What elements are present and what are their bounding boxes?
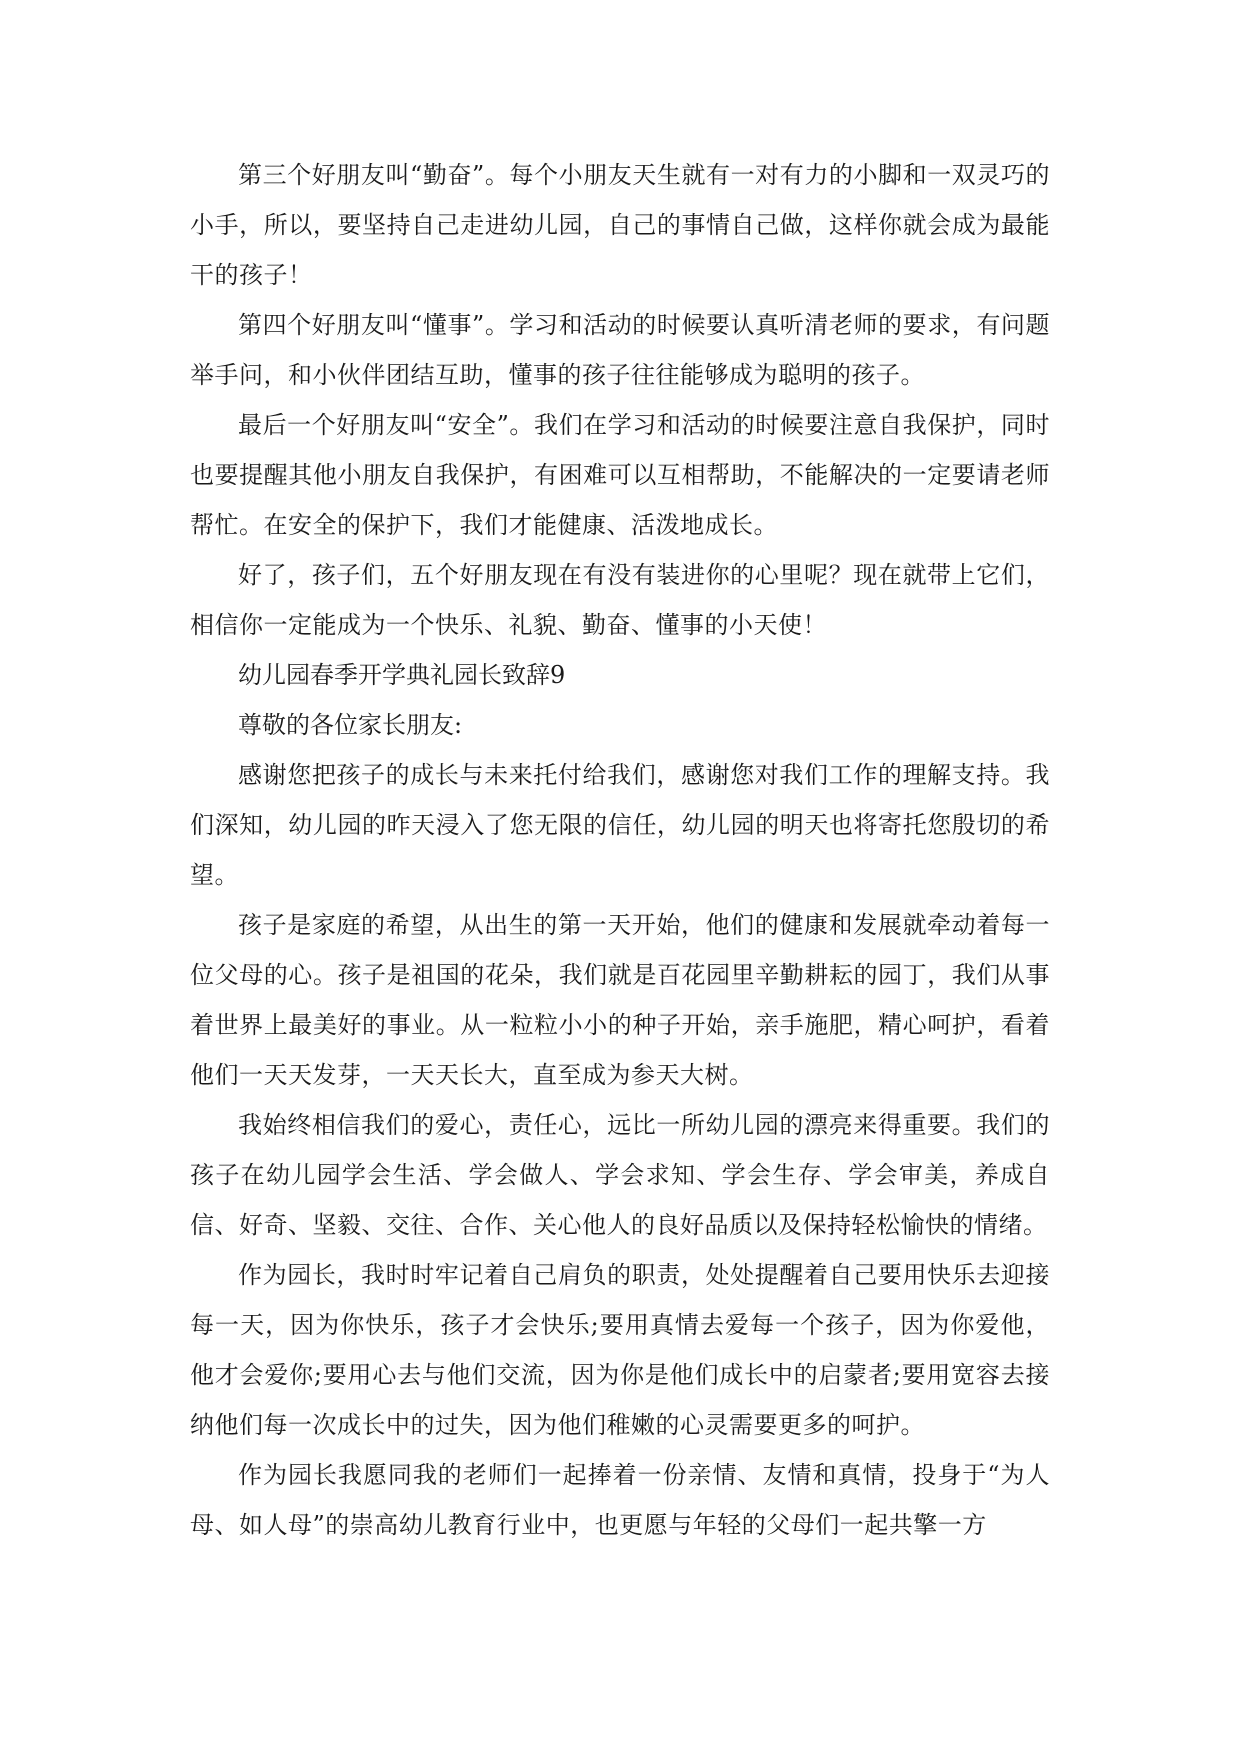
paragraph-11: 作为园长我愿同我的老师们一起捧着一份亲情、友情和真情，投身于“为人母、如人母”的崇高幼儿教育行业中，也更愿与年轻的父母们一起共擎一方 xyxy=(190,1461,1050,1539)
section-heading: 幼儿园春季开学典礼园长致辞9 xyxy=(238,661,566,689)
paragraph-8: 孩子是家庭的希望，从出生的第一天开始，他们的健康和发展就牵动着每一位父母的心。孩子是祖国的花朵，我们就是百花园里辛勤耕耘的园丁，我们从事着世界上最美好的事业。从一粒粒小小的种子开始，亲手施肥，精心呵护，看着他们一天天发芽，一天天长大，直至成为参天大树。 xyxy=(190,911,1050,1089)
paragraph-2: 第四个好朋友叫“懂事”。学习和活动的时候要认真听清老师的要求，有问题举手问，和小伙伴团结互助，懂事的孩子往往能够成为聪明的孩子。 xyxy=(190,311,1050,389)
paragraph-10: 作为园长，我时时牢记着自己肩负的职责，处处提醒着自己要用快乐去迎接每一天，因为你快乐，孩子才会快乐;要用真情去爱每一个孩子，因为你爱他，他才会爱你;要用心去与他们交流，因为你是他们成长中的启蒙者;要用宽容去接纳他们每一次成长中的过失，因为他们稚嫩的心灵需要更多的呵护。 xyxy=(190,1261,1050,1439)
paragraph-7: 感谢您把孩子的成长与未来托付给我们，感谢您对我们工作的理解支持。我们深知，幼儿园的昨天浸入了您无限的信任，幼儿园的明天也将寄托您殷切的希望。 xyxy=(190,761,1050,889)
salutation: 尊敬的各位家长朋友: xyxy=(238,711,463,739)
paragraph-1: 第三个好朋友叫“勤奋”。每个小朋友天生就有一对有力的小脚和一双灵巧的小手，所以，要坚持自己走进幼儿园，自己的事情自己做，这样你就会成为最能干的孩子！ xyxy=(190,161,1050,289)
paragraph-3: 最后一个好朋友叫“安全”。我们在学习和活动的时候要注意自我保护，同时也要提醒其他小朋友自我保护，有困难可以互相帮助，不能解决的一定要请老师帮忙。在安全的保护下，我们才能健康、活泼地成长。 xyxy=(190,411,1050,539)
paragraph-9: 我始终相信我们的爱心，责任心，远比一所幼儿园的漂亮来得重要。我们的孩子在幼儿园学会生活、学会做人、学会求知、学会生存、学会审美，养成自信、好奇、坚毅、交往、合作、关心他人的良好品质以及保持轻松愉快的情绪。 xyxy=(190,1111,1050,1239)
paragraph-4: 好了，孩子们，五个好朋友现在有没有装进你的心里呢？现在就带上它们，相信你一定能成为一个快乐、礼貌、勤奋、懂事的小天使！ xyxy=(190,561,1050,639)
document-page xyxy=(190,150,1050,1550)
